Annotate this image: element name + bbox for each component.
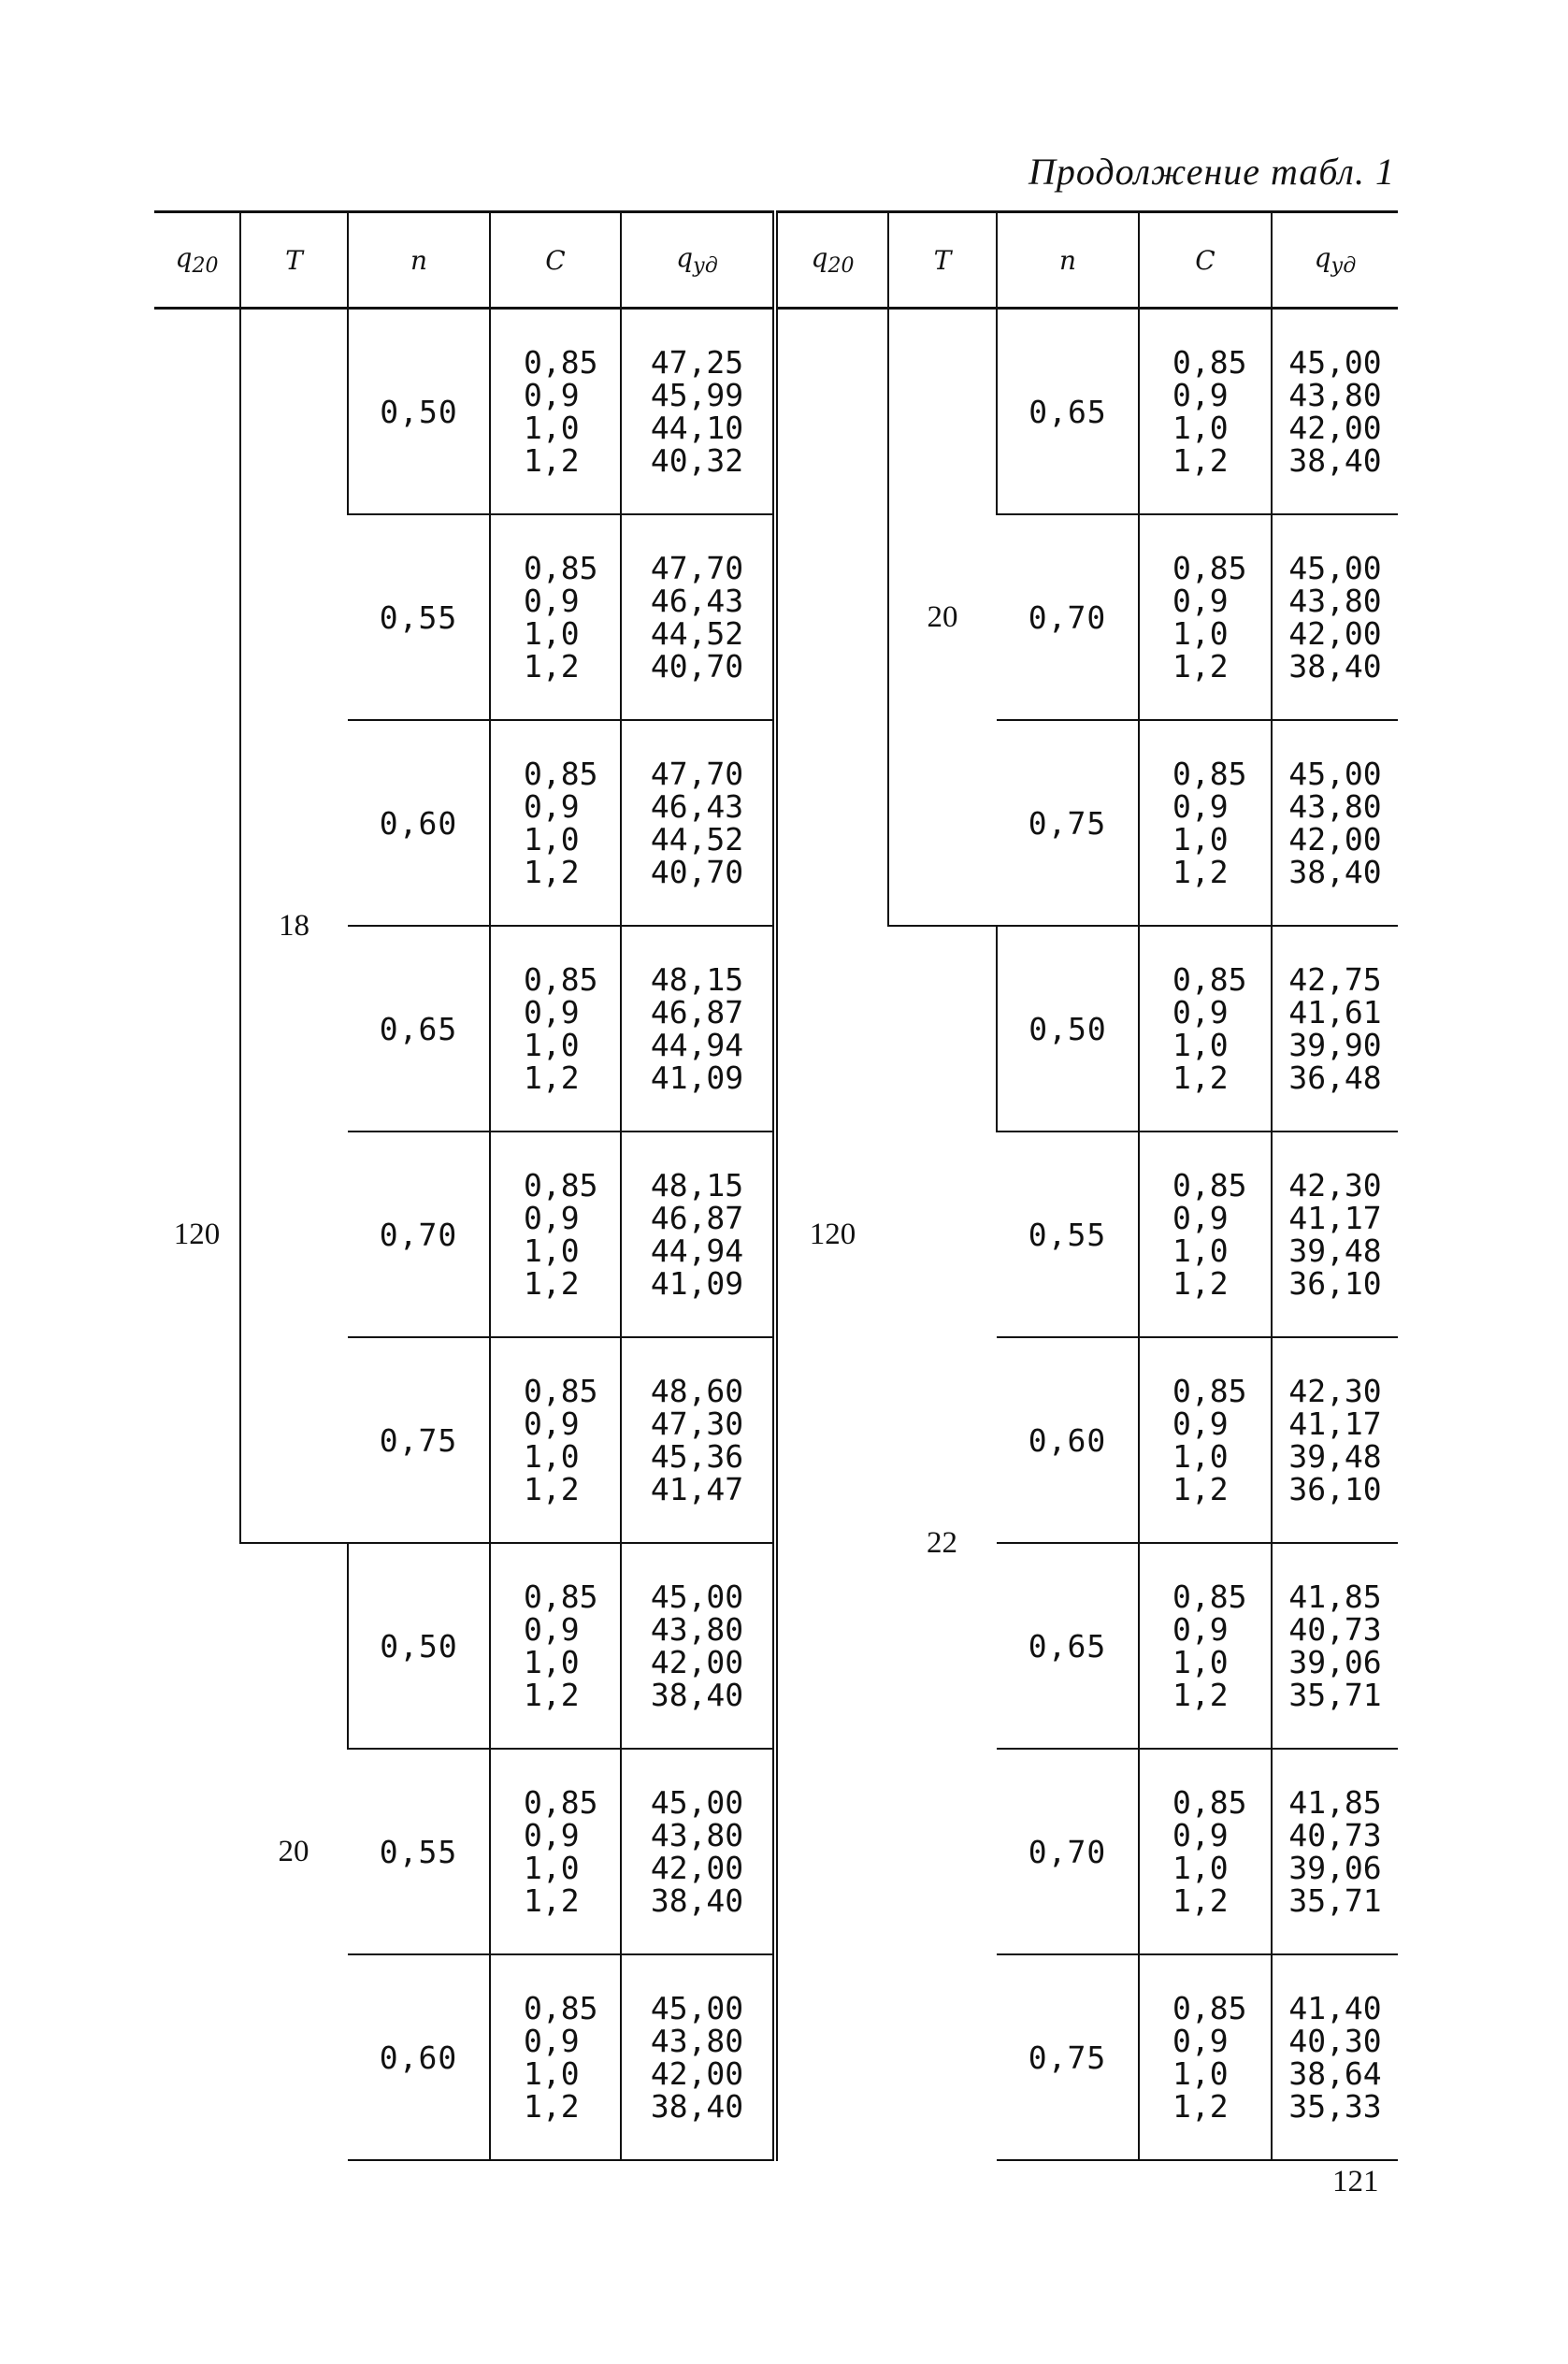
n-cell: 0,65 [997, 1543, 1139, 1749]
q-ud-values-cell: 42,30 41,17 39,48 36,10 [1272, 1337, 1398, 1543]
c-values-cell: 0,85 0,9 1,0 1,2 [490, 926, 621, 1132]
n-cell: 0,70 [348, 1132, 490, 1337]
c-values-cell: 0,85 0,9 1,0 1,2 [490, 514, 621, 720]
t-cell: 20 [888, 309, 997, 927]
header-row [778, 212, 1398, 309]
q-ud-values-cell: 41,85 40,73 39,06 35,71 [1272, 1543, 1398, 1749]
header-c: C [490, 212, 621, 309]
q-ud-values-cell: 45,00 43,80 42,00 38,40 [621, 1543, 772, 1749]
q-ud-values-cell: 41,85 40,73 39,06 35,71 [1272, 1749, 1398, 1954]
c-values-cell: 0,85 0,9 1,0 1,2 [490, 1954, 621, 2160]
header-t: T [240, 212, 348, 309]
q-ud-values-cell: 45,00 43,80 42,00 38,40 [1272, 514, 1398, 720]
c-values-cell: 0,85 0,9 1,0 1,2 [490, 1749, 621, 1954]
header-q-ud: $q_{уд}$ [1272, 212, 1398, 309]
n-cell: 0,60 [997, 1337, 1139, 1543]
q20-cell: 120 [809, 1218, 856, 1251]
header-c: C [1139, 212, 1272, 309]
header-n: n [348, 212, 490, 309]
data-table-area [154, 210, 1395, 2161]
n-cell: 0,50 [348, 1543, 490, 1749]
n-cell: 0,75 [997, 720, 1139, 926]
c-values-cell: 0,85 0,9 1,0 1,2 [1139, 926, 1272, 1132]
q-ud-values-cell: 47,70 46,43 44,52 40,70 [621, 514, 772, 720]
q-ud-values-cell: 48,15 46,87 44,94 41,09 [621, 1132, 772, 1337]
q-ud-values-cell: 42,75 41,61 39,90 36,48 [1272, 926, 1398, 1132]
q-ud-values-cell: 45,00 43,80 42,00 38,40 [1272, 720, 1398, 926]
table-caption: Продолжение табл. 1 [1028, 151, 1395, 193]
q-ud-values-cell: 48,15 46,87 44,94 41,09 [621, 926, 772, 1132]
right-table [778, 210, 1395, 2161]
header-q-ud: $q_{уд}$ [621, 212, 772, 309]
c-values-cell: 0,85 0,9 1,0 1,2 [1139, 1543, 1272, 1749]
table-row [154, 309, 772, 515]
c-values-cell: 0,85 0,9 1,0 1,2 [1139, 1954, 1272, 2160]
left-table [154, 210, 778, 2161]
c-values-cell: 0,85 0,9 1,0 1,2 [1139, 1337, 1272, 1543]
q-ud-values-cell: 47,25 45,99 44,10 40,32 [621, 309, 772, 515]
n-cell: 0,65 [348, 926, 490, 1132]
page-number: 121 [1332, 2165, 1379, 2198]
c-values-cell: 0,85 0,9 1,0 1,2 [490, 309, 621, 515]
q-ud-values-cell: 47,70 46,43 44,52 40,70 [621, 720, 772, 926]
q-ud-values-cell: 45,00 43,80 42,00 38,40 [1272, 309, 1398, 515]
n-cell: 0,50 [997, 926, 1139, 1132]
n-cell: 0,50 [348, 309, 490, 515]
t-cell: 18 [240, 309, 348, 1544]
c-values-cell: 0,85 0,9 1,0 1,2 [1139, 309, 1272, 515]
q-ud-values-cell: 42,30 41,17 39,48 36,10 [1272, 1132, 1398, 1337]
t-cell: 22 [927, 1526, 957, 1560]
c-values-cell: 0,85 0,9 1,0 1,2 [1139, 1749, 1272, 1954]
left-table-body [154, 309, 772, 2161]
n-cell: 0,55 [997, 1132, 1139, 1337]
n-cell: 0,75 [348, 1337, 490, 1543]
n-cell: 0,60 [348, 720, 490, 926]
header-q20: $q_{20}$ [778, 212, 888, 309]
c-values-cell: 0,85 0,9 1,0 1,2 [490, 720, 621, 926]
q20-cell: 120 [173, 1218, 221, 1251]
header-t: T [888, 212, 997, 309]
c-values-cell: 0,85 0,9 1,0 1,2 [1139, 1132, 1272, 1337]
c-values-cell: 0,85 0,9 1,0 1,2 [1139, 720, 1272, 926]
c-values-cell: 0,85 0,9 1,0 1,2 [1139, 514, 1272, 720]
n-cell: 0,70 [997, 1749, 1139, 1954]
q-ud-values-cell: 45,00 43,80 42,00 38,40 [621, 1954, 772, 2160]
header-row [154, 212, 772, 309]
n-cell: 0,60 [348, 1954, 490, 2160]
right-table-body [778, 309, 1398, 2161]
header-q20: $q_{20}$ [154, 212, 240, 309]
table-row [154, 1543, 772, 1749]
n-cell: 0,75 [997, 1954, 1139, 2160]
n-cell: 0,55 [348, 514, 490, 720]
n-cell: 0,70 [997, 514, 1139, 720]
q-ud-values-cell: 48,60 47,30 45,36 41,47 [621, 1337, 772, 1543]
n-cell: 0,55 [348, 1749, 490, 1954]
t-cell: 20 [278, 1835, 309, 1868]
header-n: n [997, 212, 1139, 309]
q-ud-values-cell: 41,40 40,30 38,64 35,33 [1272, 1954, 1398, 2160]
c-values-cell: 0,85 0,9 1,0 1,2 [490, 1543, 621, 1749]
n-cell: 0,65 [997, 309, 1139, 515]
table-row [778, 309, 1398, 515]
q-ud-values-cell: 45,00 43,80 42,00 38,40 [621, 1749, 772, 1954]
c-values-cell: 0,85 0,9 1,0 1,2 [490, 1132, 621, 1337]
c-values-cell: 0,85 0,9 1,0 1,2 [490, 1337, 621, 1543]
